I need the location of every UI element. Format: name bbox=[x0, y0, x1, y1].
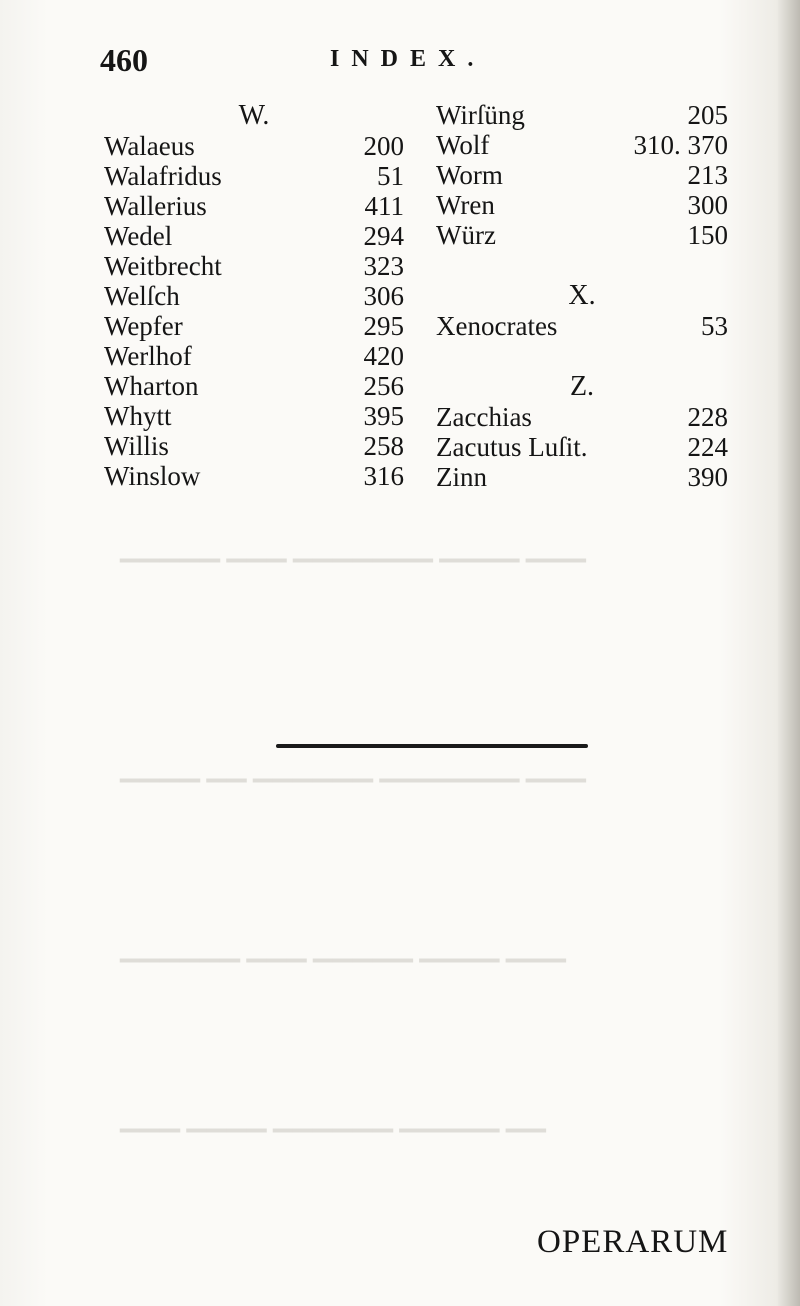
section-letter-z: Z. bbox=[569, 371, 595, 402]
entry-name: Würz bbox=[436, 220, 496, 250]
entry-page: 316 bbox=[363, 461, 404, 491]
show-through-ghost: ▔▔▔▔▔ ▔▔▔ ▔▔▔▔▔▔▔ ▔▔▔▔ ▔▔▔ bbox=[120, 560, 586, 589]
entry-page: 323 bbox=[363, 251, 404, 281]
index-entry bbox=[104, 251, 404, 281]
index-entry bbox=[436, 130, 728, 160]
entry-page: 51 bbox=[377, 161, 404, 191]
entry-name: Welſch bbox=[104, 281, 180, 311]
entry-name: Weitbrecht bbox=[104, 251, 222, 281]
entry-page: 224 bbox=[687, 432, 728, 462]
index-column-right bbox=[436, 100, 728, 492]
index-entry bbox=[104, 281, 404, 311]
index-entry bbox=[104, 311, 404, 341]
index-entry bbox=[436, 190, 728, 220]
entry-page: 200 bbox=[363, 131, 404, 161]
page-edge bbox=[778, 0, 800, 1306]
section-letter-x: X. bbox=[568, 280, 596, 311]
entry-name: Wirſüng bbox=[436, 100, 525, 130]
index-entry bbox=[104, 131, 404, 161]
entry-page: 306 bbox=[363, 281, 404, 311]
index-entry bbox=[436, 462, 728, 492]
entry-name: Wharton bbox=[104, 371, 199, 401]
index-entry bbox=[104, 341, 404, 371]
entry-page: 294 bbox=[363, 221, 404, 251]
index-entry bbox=[104, 401, 404, 431]
entry-page: 213 bbox=[687, 160, 728, 190]
index-entry bbox=[436, 402, 728, 432]
show-through-ghost: ▔▔▔▔▔▔ ▔▔▔ ▔▔▔▔▔ ▔▔▔▔ ▔▔▔ bbox=[120, 960, 566, 989]
entry-page: 228 bbox=[687, 402, 728, 432]
catchword: OPERARUM bbox=[537, 1224, 729, 1260]
entry-name: Willis bbox=[104, 431, 169, 461]
index-entry bbox=[104, 191, 404, 221]
entry-name: Wren bbox=[436, 190, 495, 220]
entry-page: 420 bbox=[363, 341, 404, 371]
index-entry bbox=[104, 221, 404, 251]
index-entry bbox=[104, 161, 404, 191]
entry-name: Zacchias bbox=[436, 402, 532, 432]
entry-name: Werlhof bbox=[104, 341, 192, 371]
show-through-ghost: ▔▔▔▔ ▔▔ ▔▔▔▔▔▔ ▔▔▔▔▔▔▔ ▔▔▔ bbox=[120, 780, 586, 809]
entry-page: 256 bbox=[363, 371, 404, 401]
entry-page: 53 bbox=[701, 311, 728, 341]
entry-name: Wolf bbox=[436, 130, 490, 160]
page-number: 460 bbox=[100, 42, 148, 78]
entry-name: Wedel bbox=[104, 221, 173, 251]
entry-name: Whytt bbox=[104, 401, 172, 431]
index-entry bbox=[104, 371, 404, 401]
entry-name: Zacutus Luſit. bbox=[436, 432, 588, 462]
index-entry bbox=[436, 100, 728, 130]
index-entry bbox=[104, 461, 404, 491]
entry-page: 205 bbox=[687, 100, 728, 130]
index-entry bbox=[436, 432, 728, 462]
entry-name: Walafridus bbox=[104, 161, 222, 191]
entry-name: Wepfer bbox=[104, 311, 183, 341]
entry-name: Winslow bbox=[104, 461, 201, 491]
show-through-ghost: ▔▔▔ ▔▔▔▔ ▔▔▔▔▔▔ ▔▔▔▔▔ ▔▔ bbox=[120, 1130, 546, 1159]
index-entry bbox=[104, 431, 404, 461]
entry-page: 411 bbox=[364, 191, 404, 221]
entry-page: 150 bbox=[687, 220, 728, 250]
entry-page: 295 bbox=[363, 311, 404, 341]
entry-page: 310. 370 bbox=[633, 130, 728, 160]
entry-name: Worm bbox=[436, 160, 503, 190]
index-entry bbox=[436, 311, 728, 341]
index-entry bbox=[436, 220, 728, 250]
section-letter-w: W. bbox=[238, 100, 270, 131]
entry-name: Wallerius bbox=[104, 191, 207, 221]
entry-name: Walaeus bbox=[104, 131, 195, 161]
index-entry bbox=[436, 160, 728, 190]
running-head: INDEX. bbox=[330, 46, 486, 72]
page-header bbox=[100, 42, 720, 82]
index-column-left bbox=[104, 100, 404, 491]
entry-name: Zinn bbox=[436, 462, 487, 492]
entry-page: 258 bbox=[363, 431, 404, 461]
entry-page: 390 bbox=[687, 462, 728, 492]
end-rule-divider bbox=[276, 744, 588, 748]
entry-page: 300 bbox=[687, 190, 728, 220]
entry-page: 395 bbox=[363, 401, 404, 431]
entry-name: Xenocrates bbox=[436, 311, 558, 341]
